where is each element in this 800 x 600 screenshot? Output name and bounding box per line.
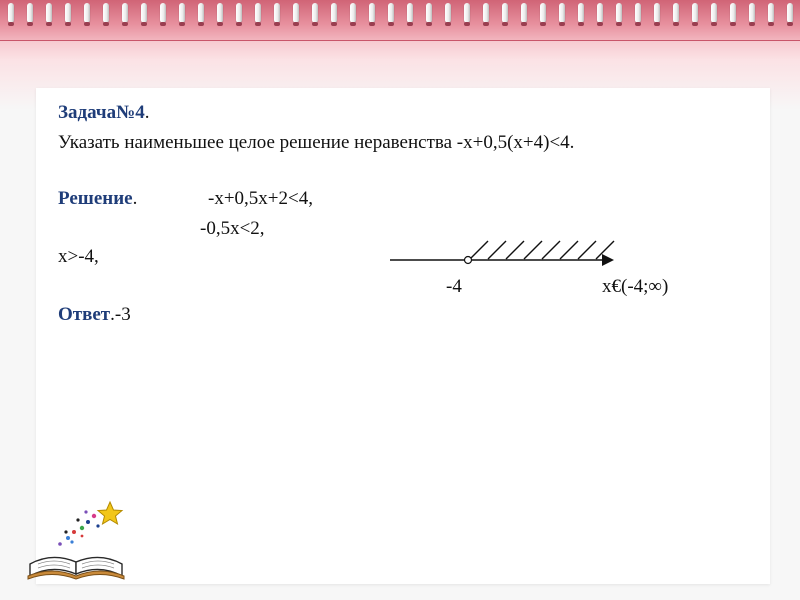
binding-ring [141,3,147,23]
binding-ring [255,3,261,23]
interval-answer: x€(-4;∞) [602,276,669,297]
open-book-with-stars-icon [24,498,134,580]
number-line-hatching [470,241,614,259]
binding-hole [103,22,109,26]
binding-ring [749,3,755,23]
solution-step-2: -0,5x<2, [200,218,265,239]
binding-ring [236,3,242,23]
task-title-dot: . [144,102,150,123]
binding-hole [27,22,33,26]
binding-hole [426,22,432,26]
binding-hole [559,22,565,26]
number-line [36,88,770,308]
binding-hole [46,22,52,26]
binding-hole [768,22,774,26]
binding-hole [673,22,679,26]
binding-hole [787,22,793,26]
open-point-marker [465,257,472,264]
open-book [28,557,124,579]
binding-ring [578,3,584,23]
binding-ring [312,3,318,23]
binding-ring [559,3,565,23]
binding-hole [540,22,546,26]
binding-ring [787,3,793,23]
binding-ring [692,3,698,23]
answer-label: Ответ [58,304,111,325]
point-label: -4 [446,276,462,297]
solution-step-1: -x+0,5x+2<4, [208,188,313,209]
binding-hole [464,22,470,26]
binding-ring [369,3,375,23]
binding-hole [331,22,337,26]
binding-ring [179,3,185,23]
binding-ring [388,3,394,23]
binding-hole [84,22,90,26]
binding-hole [369,22,375,26]
binding-ring [597,3,603,23]
binding-ring [654,3,660,23]
binding-hole [8,22,14,26]
binding-hole [407,22,413,26]
binding-ring [768,3,774,23]
binding-ring [730,3,736,23]
binding-hole [521,22,527,26]
binding-ring [46,3,52,23]
binding-hole [730,22,736,26]
binding-hole [445,22,451,26]
binding-hole [388,22,394,26]
binding-ring [84,3,90,23]
binding-ring [103,3,109,23]
binding-ring [445,3,451,23]
binding-hole [198,22,204,26]
binding-hole [749,22,755,26]
binding-ring [160,3,166,23]
binding-hole [616,22,622,26]
binding-hole [711,22,717,26]
binding-ring [198,3,204,23]
binding-hole [65,22,71,26]
binding-ring [331,3,337,23]
binding-hole [635,22,641,26]
binding-ring [426,3,432,23]
binding-hole [597,22,603,26]
binding-hole [141,22,147,26]
binding-ring [293,3,299,23]
binding-ring [711,3,717,23]
binding-ring [483,3,489,23]
binding-ring [350,3,356,23]
answer-value: .-3 [110,304,131,325]
binding-ring [540,3,546,23]
binding-hole [483,22,489,26]
content-panel [36,88,770,584]
binding-hole [122,22,128,26]
task-title-label: Задача№4 [58,102,145,123]
binding-ring [635,3,641,23]
binding-hole [160,22,166,26]
binding-hole [350,22,356,26]
binding-hole [255,22,261,26]
solution-step-3: x>-4, [58,246,99,267]
binding-ring [521,3,527,23]
binding-hole [274,22,280,26]
binding-hole [654,22,660,26]
binding-ring [673,3,679,23]
binding-ring [122,3,128,23]
binding-hole [236,22,242,26]
binding-hole [179,22,185,26]
star-trail [58,510,99,545]
binding-ring [407,3,413,23]
binding-ring [27,3,33,23]
binding-ring [502,3,508,23]
binding-ring [217,3,223,23]
binding-ring [274,3,280,23]
solution-label-dot: . [132,188,138,209]
binding-ring [616,3,622,23]
gold-star-icon [98,502,122,524]
binding-hole [502,22,508,26]
binding-ring [8,3,14,23]
binding-ring [464,3,470,23]
binding-ring [65,3,71,23]
binding-hole [217,22,223,26]
binding-hole [293,22,299,26]
task-statement: Указать наименьшее целое решение неравенства -x+0,5(x+4)<4. [58,132,575,153]
binding-hole [578,22,584,26]
spiral-binding [0,0,800,41]
solution-label: Решение [58,188,133,209]
binding-hole [692,22,698,26]
answer [58,304,131,326]
binding-hole [312,22,318,26]
number-line-arrow [602,254,614,266]
